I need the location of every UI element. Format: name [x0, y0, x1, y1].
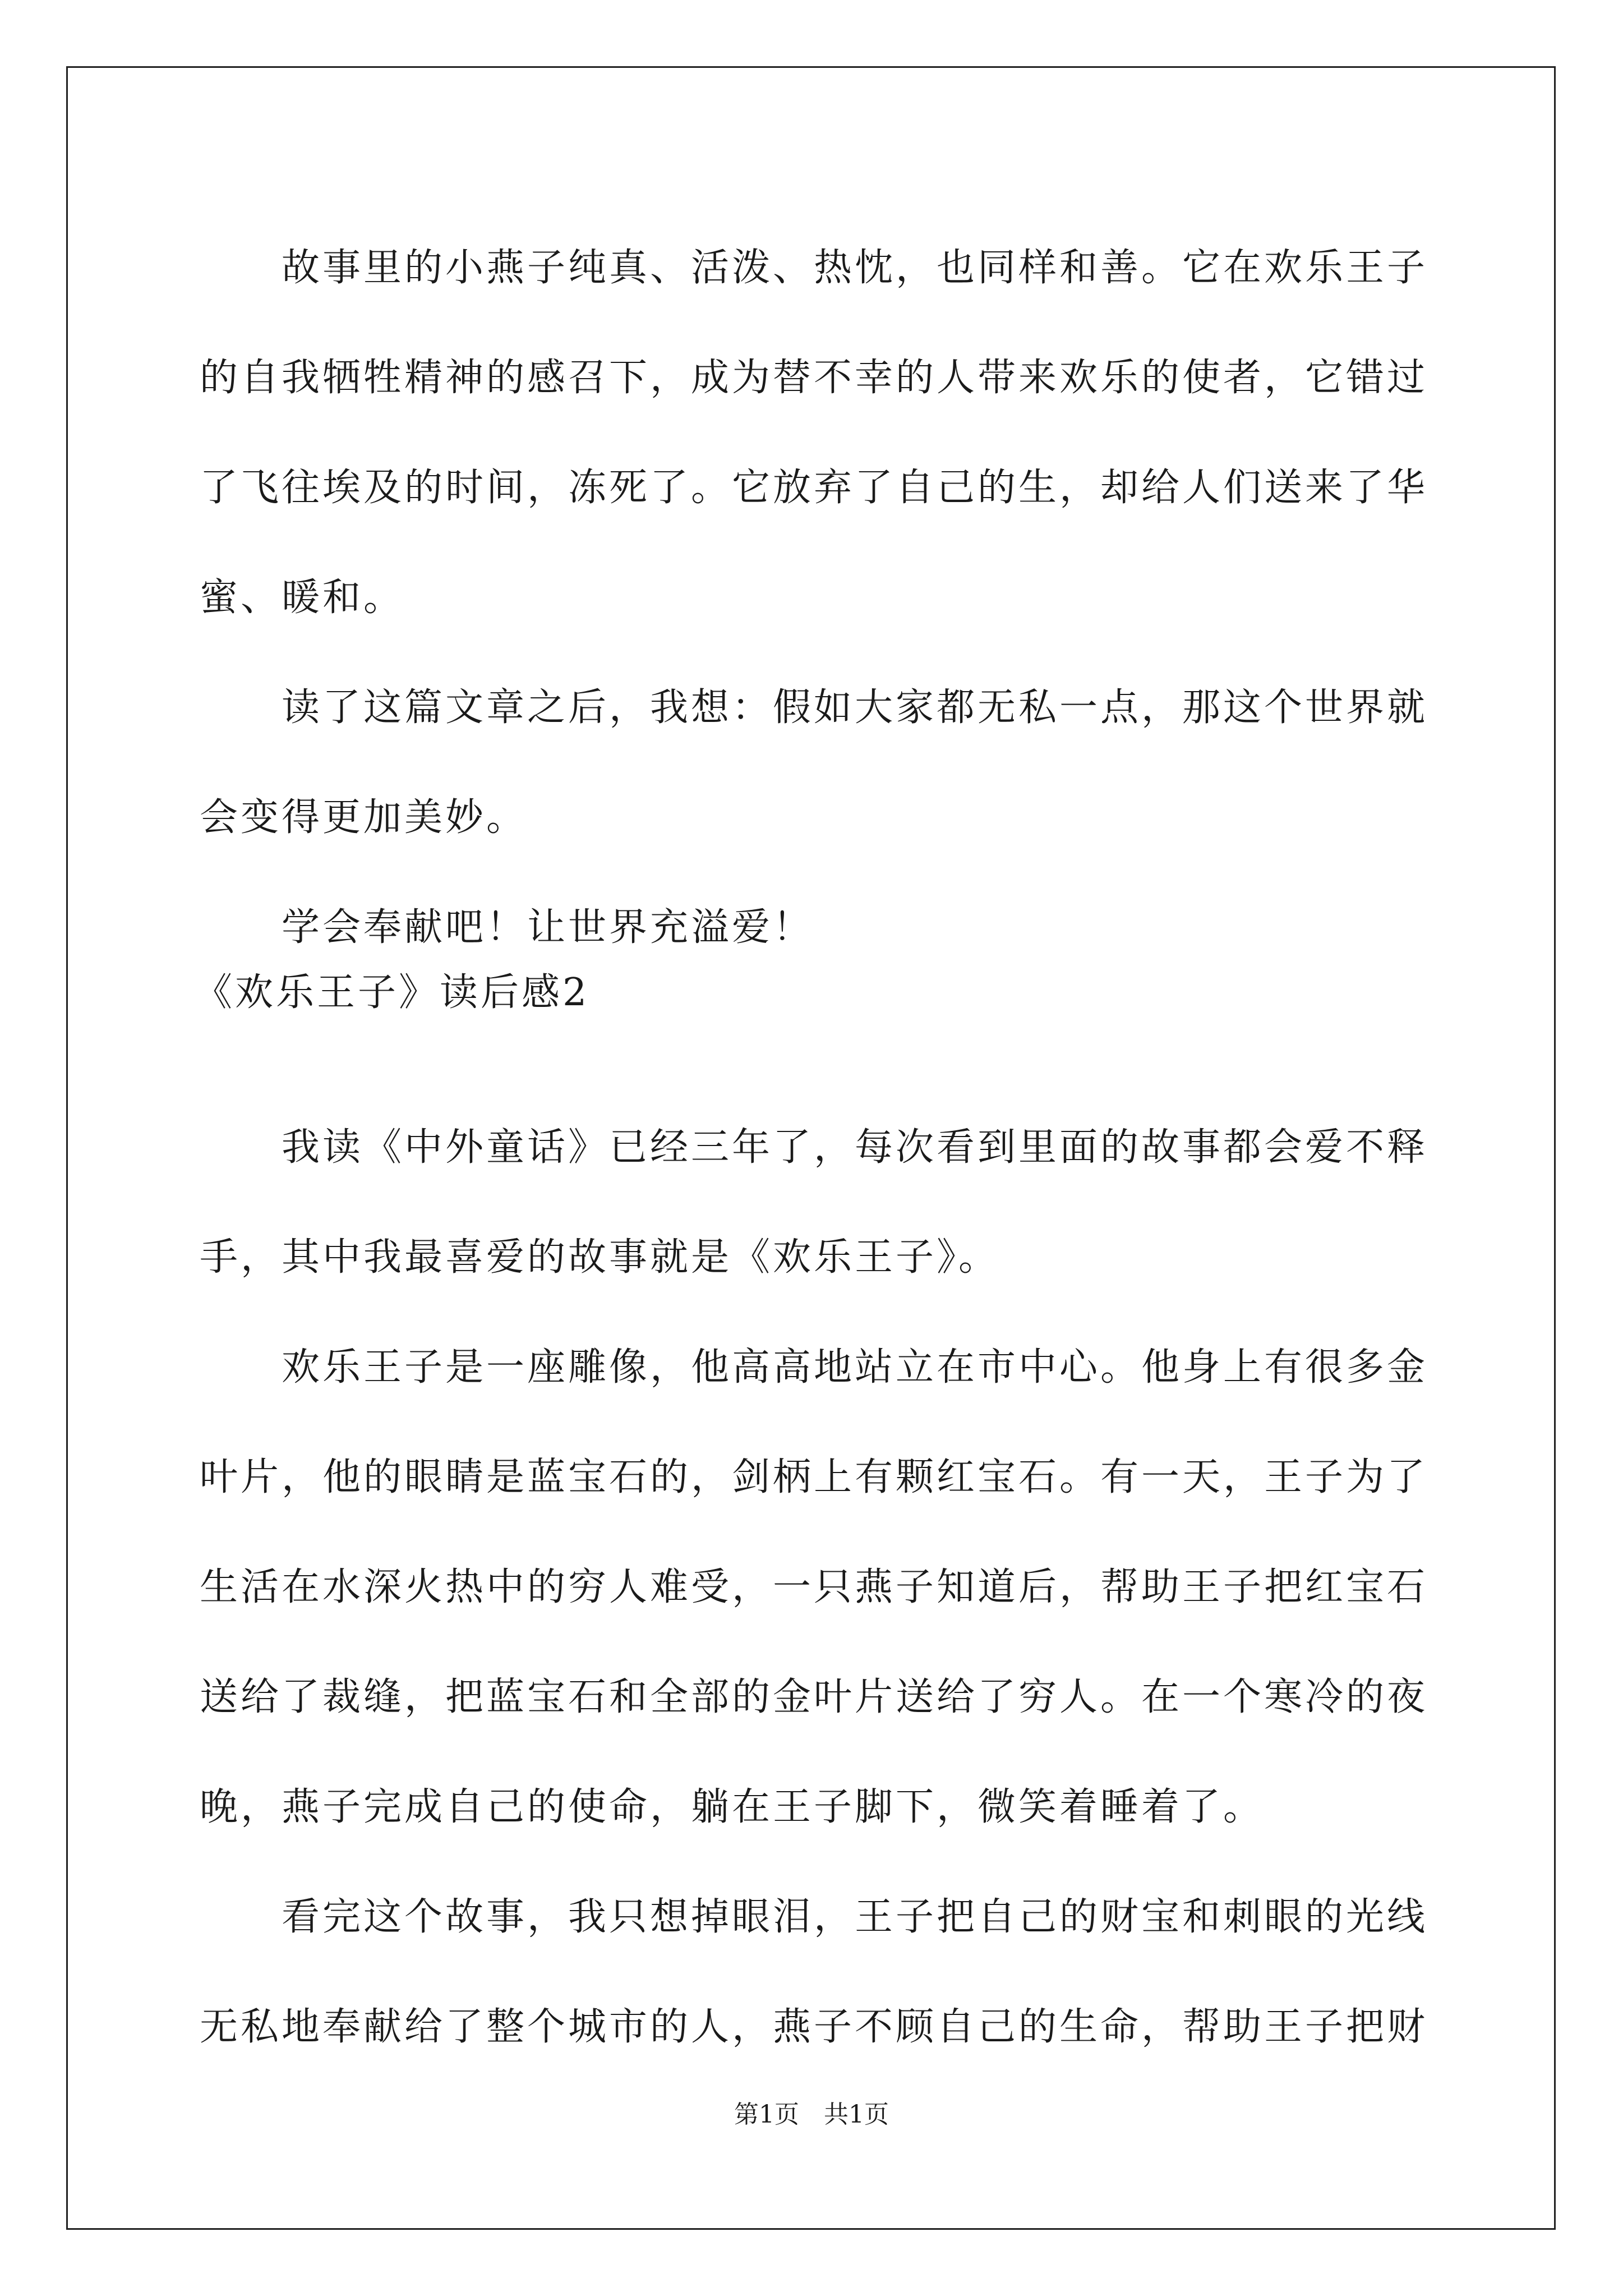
paragraph-line: 学会奉献吧！让世界充溢爱！ — [200, 905, 814, 950]
paragraph-line: 手，其中我最喜爱的故事就是《欢乐王子》。 — [200, 1235, 1000, 1280]
paragraph-line: 会变得更加美妙。 — [200, 795, 528, 840]
document-body — [200, 213, 1433, 2082]
section-heading: 《欢乐王子》读后感2 — [194, 970, 590, 1015]
paragraph-line: 看完这个故事，我只想掉眼泪，王子把自己的财宝和刺眼的光线 — [200, 1895, 1428, 1939]
paragraph-line: 我读《中外童话》已经三年了，每次看到里面的故事都会爱不释 — [200, 1125, 1428, 1170]
paragraph-line: 欢乐王子是一座雕像，他高高地站立在市中心。他身上有很多金 — [200, 1345, 1428, 1389]
paragraph-line: 蜜、暖和。 — [200, 576, 405, 620]
paragraph-line: 送给了裁缝，把蓝宝石和全部的金叶片送给了穷人。在一个寒冷的夜 — [200, 1675, 1428, 1719]
paragraph-line: 读了这篇文章之后，我想：假如大家都无私一点，那这个世界就 — [200, 685, 1428, 730]
paragraph-line: 了飞往埃及的时间，冻死了。它放弃了自己的生，却给人们送来了华 — [200, 466, 1428, 510]
page-number-footer: 第1页 共1页 — [734, 2100, 889, 2129]
paragraph-line: 无私地奉献给了整个城市的人，燕子不顾自己的生命，帮助王子把财 — [200, 2005, 1428, 2049]
paragraph-line: 故事里的小燕子纯真、活泼、热忱，也同样和善。它在欢乐王子 — [200, 246, 1428, 290]
paragraph-line: 晚，燕子完成自己的使命，躺在王子脚下，微笑着睡着了。 — [200, 1785, 1265, 1829]
paragraph-line: 叶片，他的眼睛是蓝宝石的，剑柄上有颗红宝石。有一天，王子为了 — [200, 1455, 1428, 1499]
paragraph-line: 的自我牺牲精神的感召下，成为替不幸的人带来欢乐的使者，它错过 — [200, 356, 1428, 400]
paragraph-line: 生活在水深火热中的穷人难受，一只燕子知道后，帮助王子把红宝石 — [200, 1565, 1428, 1609]
